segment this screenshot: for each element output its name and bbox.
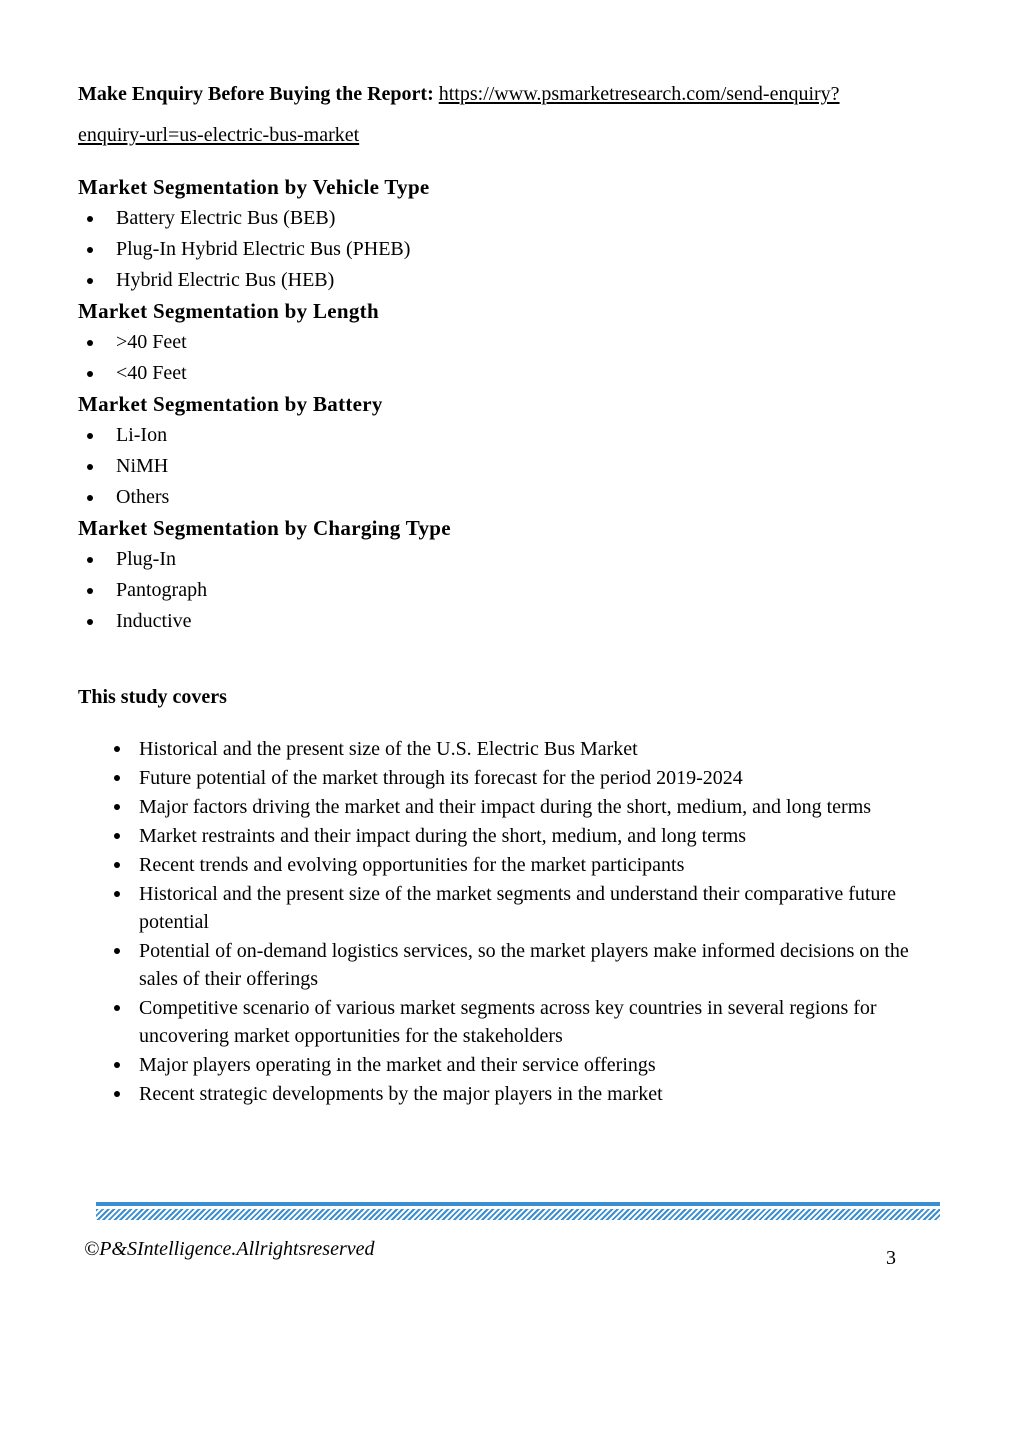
list-item [78, 735, 918, 763]
bullet-icon [114, 775, 120, 781]
list-item [78, 575, 878, 606]
list-item-text: Competitive scenario of various market segments across key countries in several regions for uncovering market opportunities for the stakeholders [139, 997, 877, 1047]
bullet-icon [87, 278, 93, 284]
footer-divider [96, 1202, 940, 1220]
list-item [78, 358, 878, 389]
bullet-icon [87, 588, 93, 594]
enquiry-block [78, 74, 878, 156]
bullet-icon [87, 247, 93, 253]
segment-list-vehicle-type [78, 203, 878, 296]
list-item-text: Inductive [116, 610, 192, 632]
segment-list-length [78, 327, 878, 389]
bullet-icon [87, 433, 93, 439]
list-item [78, 606, 878, 637]
list-item-text: Li-Ion [116, 424, 168, 446]
study-list [78, 735, 918, 1109]
list-item-text: <40 Feet [116, 362, 187, 384]
list-item [78, 822, 918, 850]
bullet-icon [114, 833, 120, 839]
segment-heading-length: Market Segmentation by Length [78, 299, 379, 323]
list-item-text: Future potential of the market through its forecast for the period 2019-2024 [139, 767, 743, 789]
segment-heading-charging-type: Market Segmentation by Charging Type [78, 516, 451, 540]
list-item-text: >40 Feet [116, 331, 187, 353]
bullet-icon [114, 862, 120, 868]
list-item [78, 203, 878, 234]
list-item [78, 851, 918, 879]
list-item-text: Potential of on-demand logistics services, so the market players make informed decisions on the sales of their offerings [139, 940, 909, 990]
list-item-text: Plug-In Hybrid Electric Bus (PHEB) [116, 238, 411, 260]
bullet-icon [114, 948, 120, 954]
list-item-text: Recent trends and evolving opportunities for the market participants [139, 854, 685, 876]
list-item [78, 451, 878, 482]
list-item [78, 937, 918, 993]
segment-list-charging-type [78, 544, 878, 637]
enquiry-link[interactable]: https://www.psmarketresearch.com/send-enquiry?enquiry-url=us-electric-bus-market [78, 83, 840, 146]
list-item-text: Recent strategic developments by the major players in the market [139, 1083, 663, 1105]
segment-heading-vehicle-type: Market Segmentation by Vehicle Type [78, 175, 430, 199]
bullet-icon [87, 340, 93, 346]
list-item [78, 1051, 918, 1079]
list-item-text: Historical and the present size of the U.S. Electric Bus Market [139, 738, 638, 760]
list-item [78, 544, 878, 575]
study-title: This study covers [78, 686, 227, 708]
list-item-text: Pantograph [116, 579, 208, 601]
list-item [78, 994, 918, 1050]
bullet-icon [114, 1005, 120, 1011]
list-item [78, 880, 918, 936]
list-item [78, 764, 918, 792]
bullet-icon [114, 1062, 120, 1068]
bullet-icon [87, 464, 93, 470]
list-item [78, 234, 878, 265]
bullet-icon [87, 495, 93, 501]
list-item-text: Others [116, 486, 170, 508]
copyright-text: ©P&SIntelligence.Allrightsreserved [84, 1238, 375, 1260]
list-item-text: Major players operating in the market and their service offerings [139, 1054, 656, 1076]
segment-list-battery [78, 420, 878, 513]
list-item-text: Hybrid Electric Bus (HEB) [116, 269, 335, 291]
bullet-icon [114, 746, 120, 752]
list-item [78, 420, 878, 451]
list-item-text: Historical and the present size of the market segments and understand their comparative future potential [139, 883, 896, 933]
bullet-icon [114, 1091, 120, 1097]
bullet-icon [114, 804, 120, 810]
segment-heading-battery: Market Segmentation by Battery [78, 392, 383, 416]
list-item-text: Plug-In [116, 548, 176, 570]
bullet-icon [114, 891, 120, 897]
enquiry-label: Make Enquiry Before Buying the Report: [78, 83, 434, 105]
list-item-text: Major factors driving the market and their impact during the short, medium, and long terms [139, 796, 872, 818]
list-item-text: Battery Electric Bus (BEB) [116, 207, 336, 229]
list-item-text: Market restraints and their impact during the short, medium, and long terms [139, 825, 747, 847]
bullet-icon [87, 619, 93, 625]
footer-divider-hatch [96, 1209, 940, 1220]
page-number: 3 [886, 1247, 896, 1269]
list-item [78, 327, 878, 358]
list-item-text: NiMH [116, 455, 169, 477]
list-item [78, 793, 918, 821]
bullet-icon [87, 216, 93, 222]
list-item [78, 1080, 918, 1108]
list-item [78, 265, 878, 296]
bullet-icon [87, 371, 93, 377]
bullet-icon [87, 557, 93, 563]
list-item [78, 482, 878, 513]
footer-divider-line [96, 1202, 940, 1206]
segmentation-section [78, 172, 878, 637]
